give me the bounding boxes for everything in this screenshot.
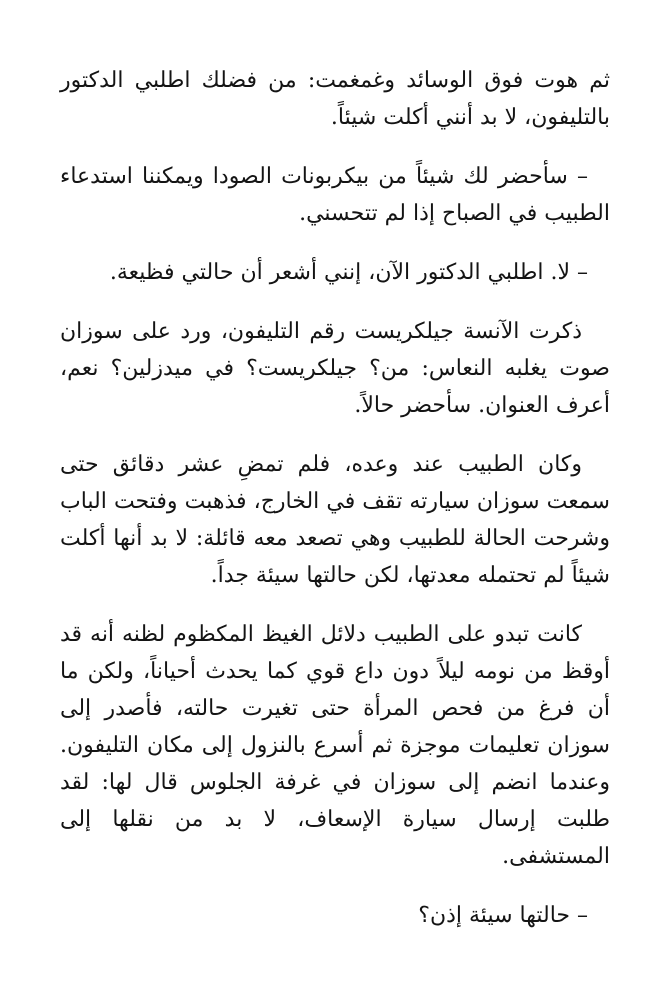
- paragraph-6: كانت تبدو على الطبيب دلائل الغيظ المكظوم لظنه أنه قد أوقظ من نومه ليلاً دون داع قوي كما يحدث أحياناً، ولكن ما أن فرغ من فحص المرأة حتى تغيرت حالته، فأصدر إلى سوزان تعليمات موجزة ثم أسرع بالنزول إلى مكان التليفون. وعندما انضم إلى سوزان في غرفة الجلوس قال لها: لقد طلبت إرسال سيارة الإسعاف، لا بد من نقلها إلى المستشفى.: [60, 622, 610, 869]
- paragraph-4: ذكرت الآنسة جيلكريست رقم التليفون، ورد على سوزان صوت يغلبه النعاس: من؟ جيلكريست؟ في ميدزلين؟ نعم، أعرف العنوان. سأحضر حالاً.: [60, 319, 610, 418]
- paragraph-2-dialogue: – سأحضر لك شيئاً من بيكربونات الصودا ويمكننا استدعاء الطبيب في الصباح إذا لم تتحسني.: [60, 164, 610, 226]
- paragraph-7-dialogue: – حالتها سيئة إذن؟: [418, 903, 588, 928]
- paragraph-5: وكان الطبيب عند وعده، فلم تمضِ عشر دقائق حتى سمعت سوزان سيارته تقف في الخارج، فذهبت وفتحت الباب وشرحت الحالة للطبيب وهي تصعد معه قائلة: لا بد أنها أكلت شيئاً لم تحتمله معدتها، لكن حالتها سيئة جداً.: [60, 452, 610, 588]
- paragraph-1: ثم هوت فوق الوسائد وغمغمت: من فضلك اطلبي الدكتور بالتليفون، لا بد أنني أكلت شيئاً.: [60, 68, 610, 130]
- book-page: [60, 62, 610, 956]
- paragraph-3-dialogue: – لا. اطلبي الدكتور الآن، إنني أشعر أن حالتي فظيعة.: [109, 260, 588, 285]
